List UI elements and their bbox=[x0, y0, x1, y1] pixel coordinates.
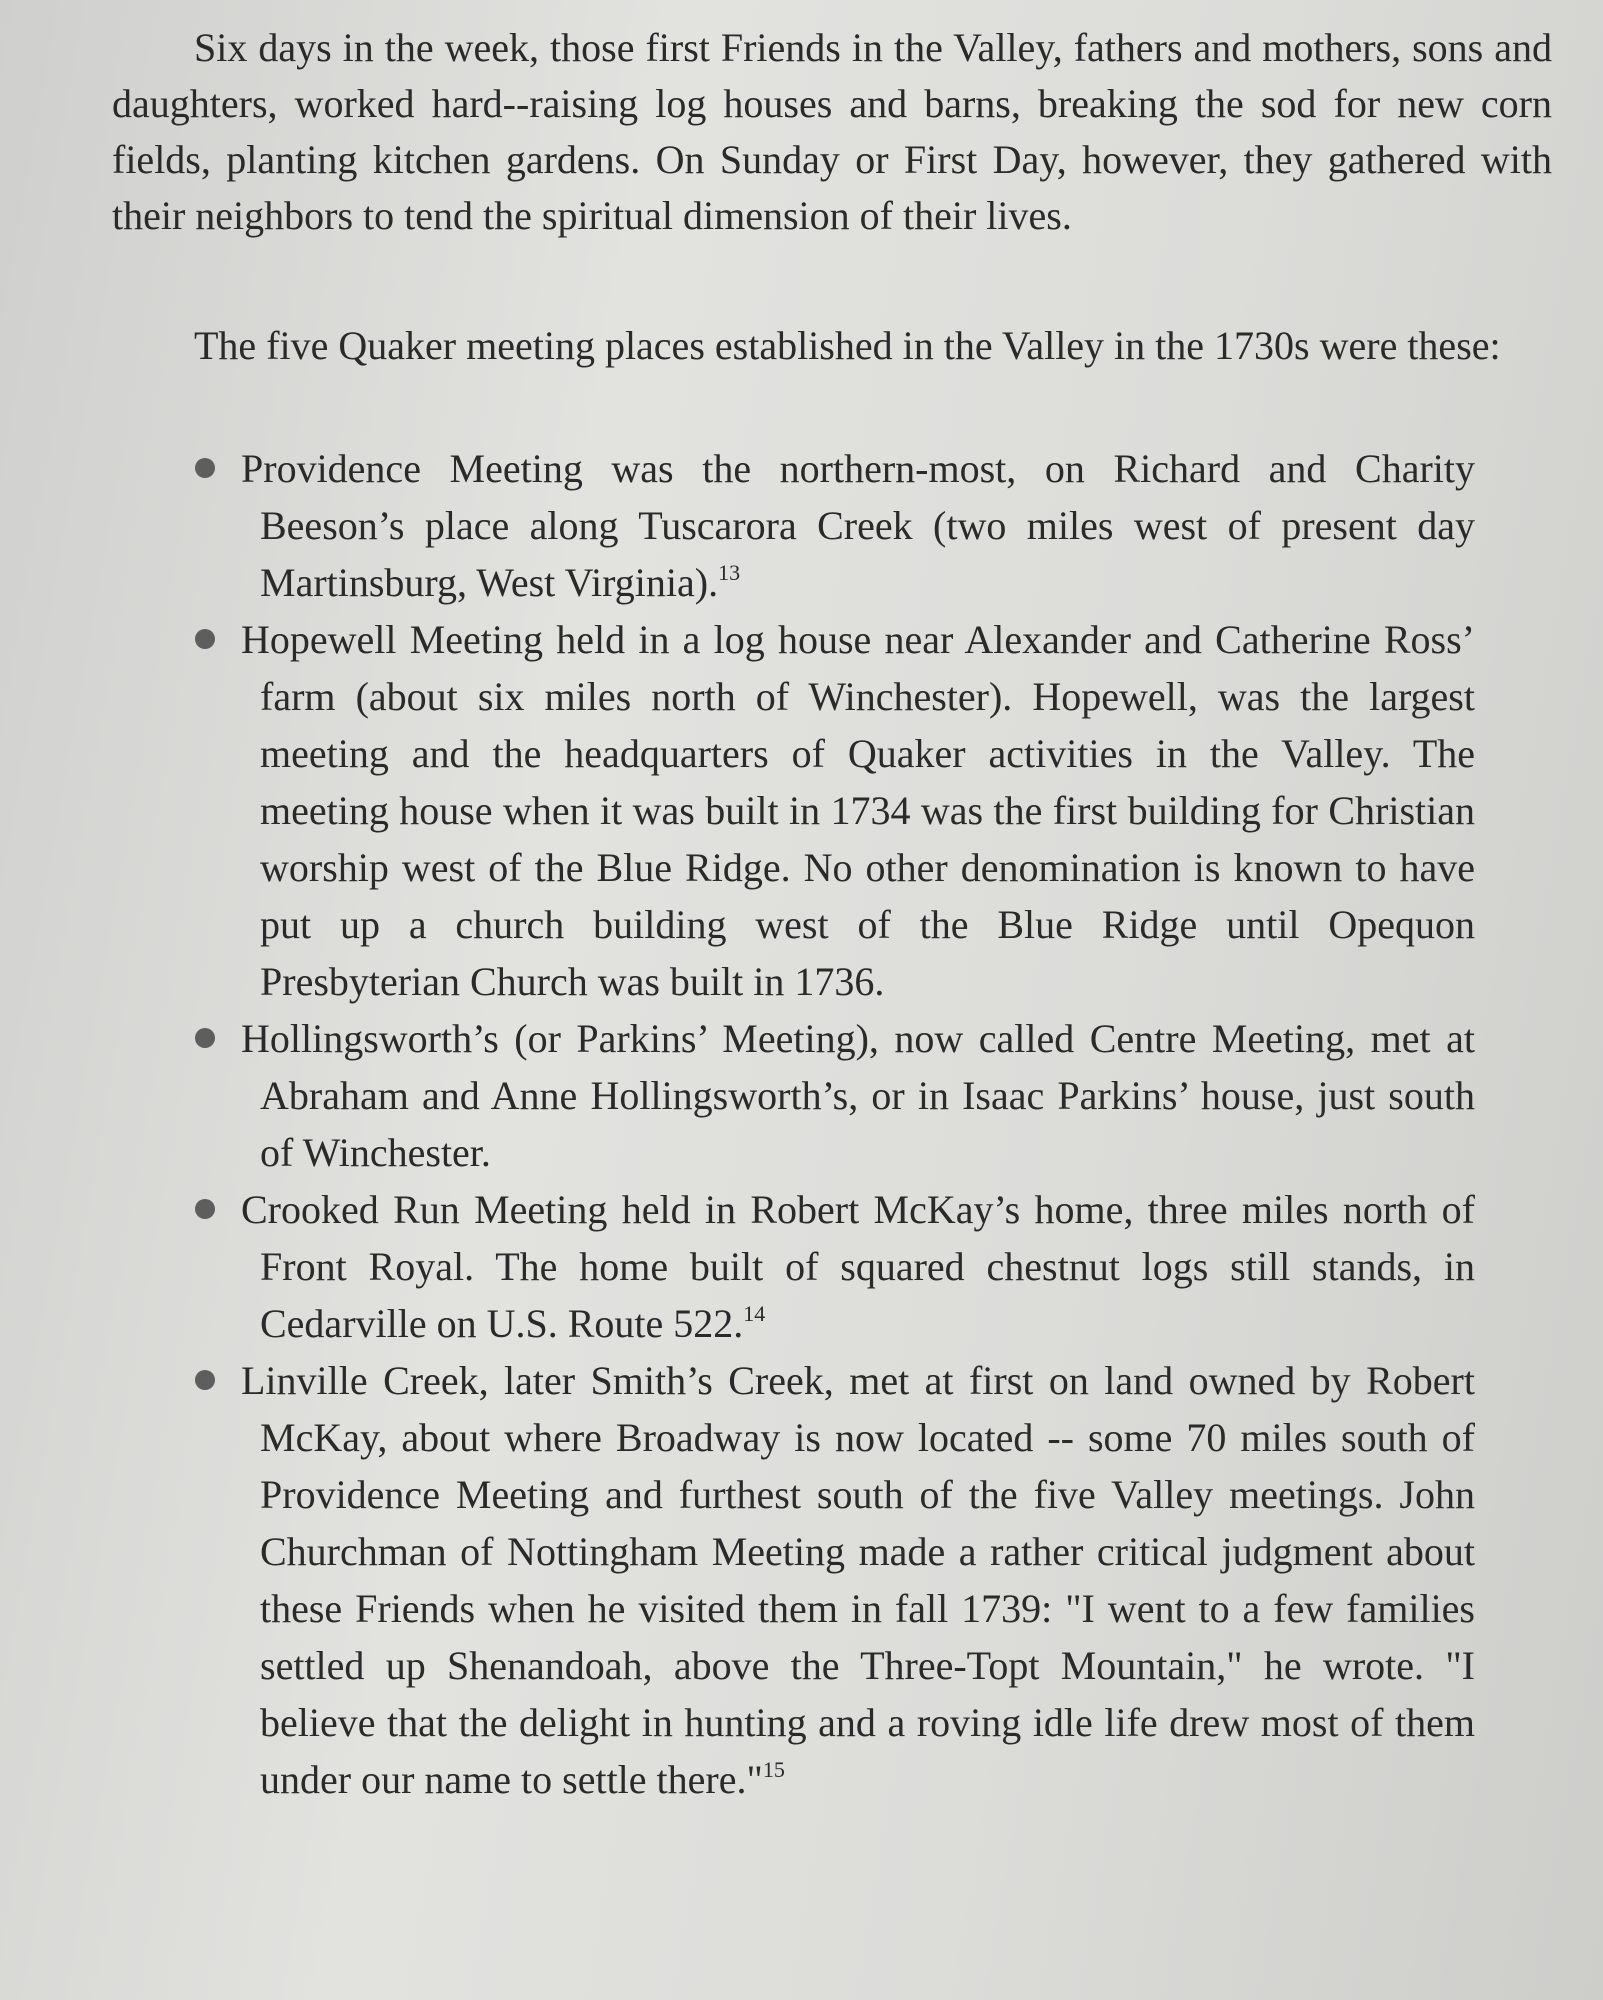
footnote-marker: 13 bbox=[718, 560, 741, 585]
footnote-marker: 14 bbox=[743, 1301, 766, 1326]
bullet-icon bbox=[195, 1370, 215, 1390]
list-item-hopewell bbox=[175, 611, 1475, 1010]
footnote-marker: 15 bbox=[762, 1757, 785, 1782]
list-item-text: Hopewell Meeting held in a log house near Alexander and Catherine Ross’ farm (about six miles north of Winchester). Hopewell, was the largest meeting and the headquarters of Quaker activities in the Valley. The meeting house when it was built in 1734 was the first building for Christian worship west of the Blue Ridge. No other denomination is known to have put up a church building west of the Blue Ridge until Opequon Presbyterian Church was built in 1736. bbox=[241, 617, 1475, 1004]
list-item-hollingsworth bbox=[175, 1010, 1475, 1181]
bullet-icon bbox=[195, 458, 215, 478]
bullet-icon bbox=[195, 1028, 215, 1048]
list-item-text: Linville Creek, later Smith’s Creek, met at first on land owned by Robert McKay, about where Broadway is now located -- some 70 miles south of Providence Meeting and furthest south of the five Valley meetings. John Churchman of Nottingham Meeting made a rather critical judgment about these Friends when he visited them in fall 1739: "I went to a few families settled up Shenandoah, above the Three-Topt Mountain," he wrote. "I believe that the delight in hunting and a roving idle life drew most of them under our name to settle there." bbox=[241, 1358, 1475, 1802]
bullet-icon bbox=[195, 629, 215, 649]
list-item-text: Providence Meeting was the northern-most, on Richard and Charity Beeson’s place along Tuscarora Creek (two miles west of present day Martinsburg, West Virginia). bbox=[241, 446, 1475, 605]
bullet-icon bbox=[195, 1199, 215, 1219]
list-item-providence bbox=[175, 440, 1475, 611]
meetings-intro-paragraph: The five Quaker meeting places established in the Valley in the 1730s were these: bbox=[194, 323, 1501, 368]
list-item-text: Crooked Run Meeting held in Robert McKay’s home, three miles north of Front Royal. The home built of squared chestnut logs still stands, in Cedarville on U.S. Route 522. bbox=[241, 1187, 1475, 1346]
intro-paragraph: Six days in the week, those first Friends in the Valley, fathers and mothers, sons and daughters, worked hard--raising log houses and barns, breaking the sod for new corn fields, planting kitchen gardens. On Sunday or First Day, however, they gathered with their neighbors to tend the spiritual dimension of their lives. bbox=[112, 25, 1552, 238]
meeting-list bbox=[175, 440, 1475, 1808]
list-item-crooked-run bbox=[175, 1181, 1475, 1352]
list-item-linville-creek bbox=[175, 1352, 1475, 1808]
list-item-text: Hollingsworth’s (or Parkins’ Meeting), now called Centre Meeting, met at Abraham and Anne Hollingsworth’s, or in Isaac Parkins’ house, just south of Winchester. bbox=[241, 1016, 1475, 1175]
